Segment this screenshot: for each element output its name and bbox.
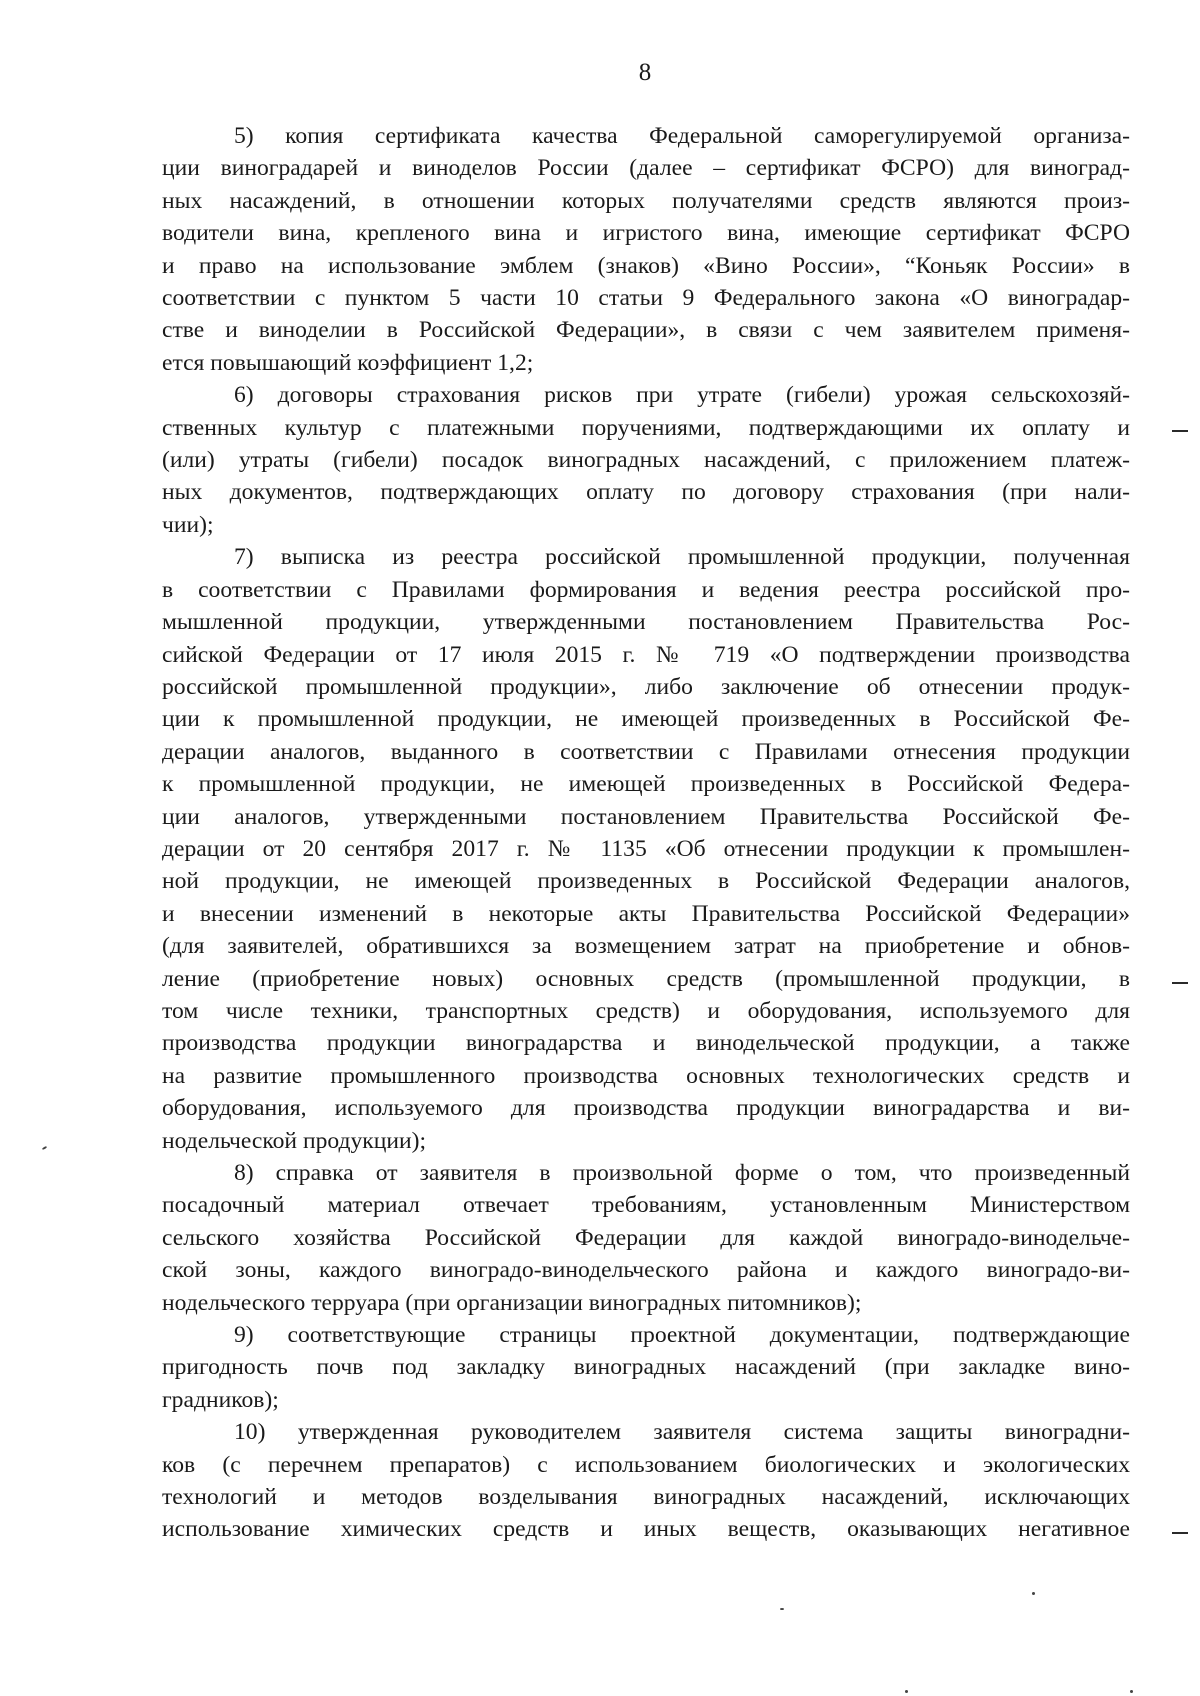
text-line: соответствии с пунктом 5 части 10 статьи 9 Федерального закона «О виноградар- [162,285,1130,312]
text-line: использование химических средств и иных веществ, оказывающих негативное [162,1516,1130,1543]
text-line: ции к промышленной продукции, не имеющей произведенных в Российской Фе- [162,706,1130,733]
margin-mark [1172,982,1188,984]
text-line: 10) утвержденная руководителем заявителя система защиты виноградни- [234,1419,1130,1446]
text-line: ции аналогов, утвержденными постановлением Правительства Российской Фе- [162,803,1130,830]
text-line: (для заявителей, обратившихся за возмещением затрат на приобретение и обнов- [162,933,1130,960]
text-line: водители вина, крепленого вина и игристого вина, имеющие сертификат ФСРО [162,220,1130,247]
text-line: дерации от 20 сентября 2017 г. № 1135 «Об отнесении продукции к промышлен- [162,835,1130,862]
text-line: ственных культур с платежными поручениями, подтверждающими их оплату и [162,414,1130,441]
text-line: 9) соответствующие страницы проектной документации, подтверждающие [234,1322,1130,1349]
text-line: ных документов, подтверждающих оплату по договору страхования (при нали- [162,479,1130,506]
text-line: ков (с перечнем препаратов) с использованием биологических и экологических [162,1451,1130,1478]
text-line: сельского хозяйства Российской Федерации для каждой виноградо-винодельче- [162,1224,1130,1251]
text-line: 8) справка от заявителя в произвольной форме о том, что произведенный [234,1160,1130,1186]
text-line: 7) выписка из реестра российской промышленной продукции, полученная [234,544,1130,571]
text-line: российской промышленной продукции», либо заключение об отнесении продук- [162,673,1130,700]
text-line: том числе техники, транспортных средств) и оборудования, используемого для [162,997,1130,1024]
text-line: нодельческой продукции); [162,1127,427,1154]
text-line: производства продукции виноградарства и винодельческой продукции, а также [162,1030,1130,1057]
text-line: мышленной продукции, утвержденными постановлением Правительства Рос- [162,609,1130,636]
text-line: в соответствии с Правилами формирования и ведения реестра российской про- [162,576,1130,603]
text-line: оборудования, используемого для производства продукции виноградарства и ви- [162,1095,1130,1122]
text-line: ление (приобретение новых) основных средств (промышленной продукции, в [162,965,1130,992]
text-line: посадочный материал отвечает требованиям, установленным Министерством [162,1192,1130,1219]
text-line: градников); [162,1386,279,1413]
document-body [162,120,1130,1546]
text-line: ной продукции, не имеющей произведенных в Российской Федерации аналогов, [162,868,1130,895]
text-line: к промышленной продукции, не имеющей произведенных в Российской Федера- [162,771,1130,798]
text-line: на развитие промышленного производства основных технологических средств и [162,1062,1130,1089]
scan-speck [905,1690,908,1693]
text-line: технологий и методов возделывания виноградных насаждений, исключающих [162,1484,1130,1511]
text-line: и право на использование эмблем (знаков) «Вино России», “Коньяк России» в [162,252,1130,279]
text-line: ется повышающий коэффициент 1,2; [162,349,534,376]
text-line: 5) копия сертификата качества Федеральной саморегулируемой организа- [234,123,1130,149]
margin-mark [1172,430,1188,432]
text-line: сийской Федерации от 17 июля 2015 г. № 719 «О подтверждении производства [162,641,1130,668]
text-line: чии); [162,511,214,538]
margin-mark [1172,1532,1188,1534]
text-line: ных насаждений, в отношении которых получателями средств являются произ- [162,187,1130,214]
scan-speck [1130,1690,1133,1693]
text-line: дерации аналогов, выданного в соответствии с Правилами отнесения продукции [162,738,1130,765]
scan-speck [42,1146,47,1150]
text-line: ской зоны, каждого виноградо-винодельческого района и каждого виноградо-ви- [162,1257,1130,1284]
page-number: 8 [638,59,652,86]
text-line: пригодность почв под закладку виноградных насаждений (при закладке вино- [162,1354,1130,1381]
text-line: нодельческого терруара (при организации виноградных питомников); [162,1289,862,1316]
text-line: ции виноградарей и виноделов России (далее – сертификат ФСРО) для виноград- [162,155,1130,182]
text-line: (или) утраты (гибели) посадок виноградных насаждений, с приложением платеж- [162,447,1130,474]
scan-speck [1032,1592,1035,1595]
scan-speck [780,1608,784,1610]
text-line: и внесении изменений в некоторые акты Правительства Российской Федерации» [162,900,1130,927]
text-line: стве и виноделии в Российской Федерации», в связи с чем заявителем применя- [162,317,1130,344]
text-line: 6) договоры страхования рисков при утрате (гибели) урожая сельскохозяй- [234,382,1130,409]
